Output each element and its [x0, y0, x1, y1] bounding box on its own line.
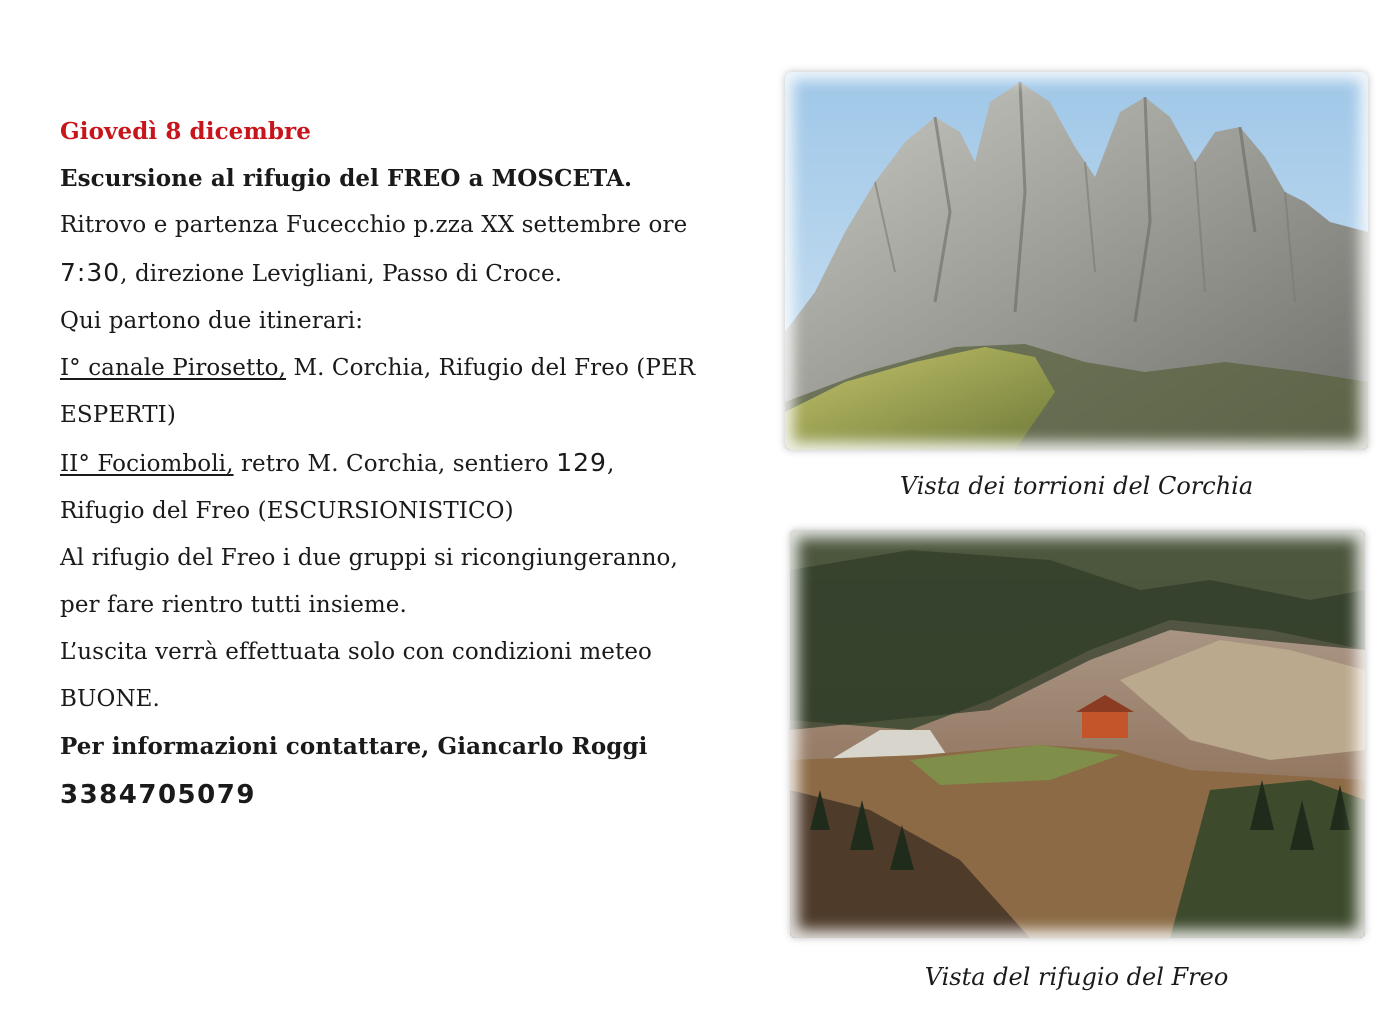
regroup-line-1: Al rifugio del Freo i due gruppi si ricongiungeranno, [60, 545, 678, 571]
itinerary-1 [60, 345, 740, 392]
regroup-line-2: per fare rientro tutti insieme. [60, 592, 407, 618]
itinerary-2-comma: , [606, 451, 615, 477]
meeting-line-2 [60, 249, 740, 298]
itineraries-intro: Qui partono due itinerari: [60, 308, 364, 334]
photo-caption-2: Vista del rifugio del Freo [924, 963, 1229, 991]
itinerary-2-level: Rifugio del Freo (ESCURSIONISTICO) [60, 498, 514, 524]
meeting-time: 7:30 [60, 258, 121, 287]
itinerary-2-name: II° Fociomboli, [60, 451, 234, 477]
event-title: Escursione al rifugio del FREO a MOSCETA. [60, 165, 633, 192]
weather-line-1: L’uscita verrà effettuata solo con condizioni meteo [60, 639, 652, 665]
phone-number: 3384705079 [60, 780, 256, 810]
event-text [60, 108, 740, 820]
contact-line: Per informazioni contattare, Giancarlo Roggi [60, 733, 648, 760]
itinerary-1-name: I° canale Pirosetto, [60, 355, 287, 381]
meeting-line-1: Ritrovo e partenza Fucecchio p.zza XX settembre ore [60, 212, 688, 238]
itinerary-1-level: ESPERTI) [60, 402, 176, 428]
itinerary-1-route: M. Corchia, Rifugio del Freo (PER [286, 355, 696, 381]
corchia-towers-photo [785, 72, 1368, 450]
trail-number: 129 [556, 448, 607, 477]
event-date: Giovedì 8 dicembre [60, 118, 311, 145]
itinerary-2-route: retro M. Corchia, sentiero [233, 451, 557, 477]
itinerary-2 [60, 439, 740, 488]
photo-caption-1: Vista dei torrioni del Corchia [899, 472, 1254, 500]
weather-line-2: BUONE. [60, 686, 160, 712]
meeting-directions: , direzione Levigliani, Passo di Croce. [120, 261, 563, 287]
rifugio-freo-photo [790, 530, 1365, 938]
